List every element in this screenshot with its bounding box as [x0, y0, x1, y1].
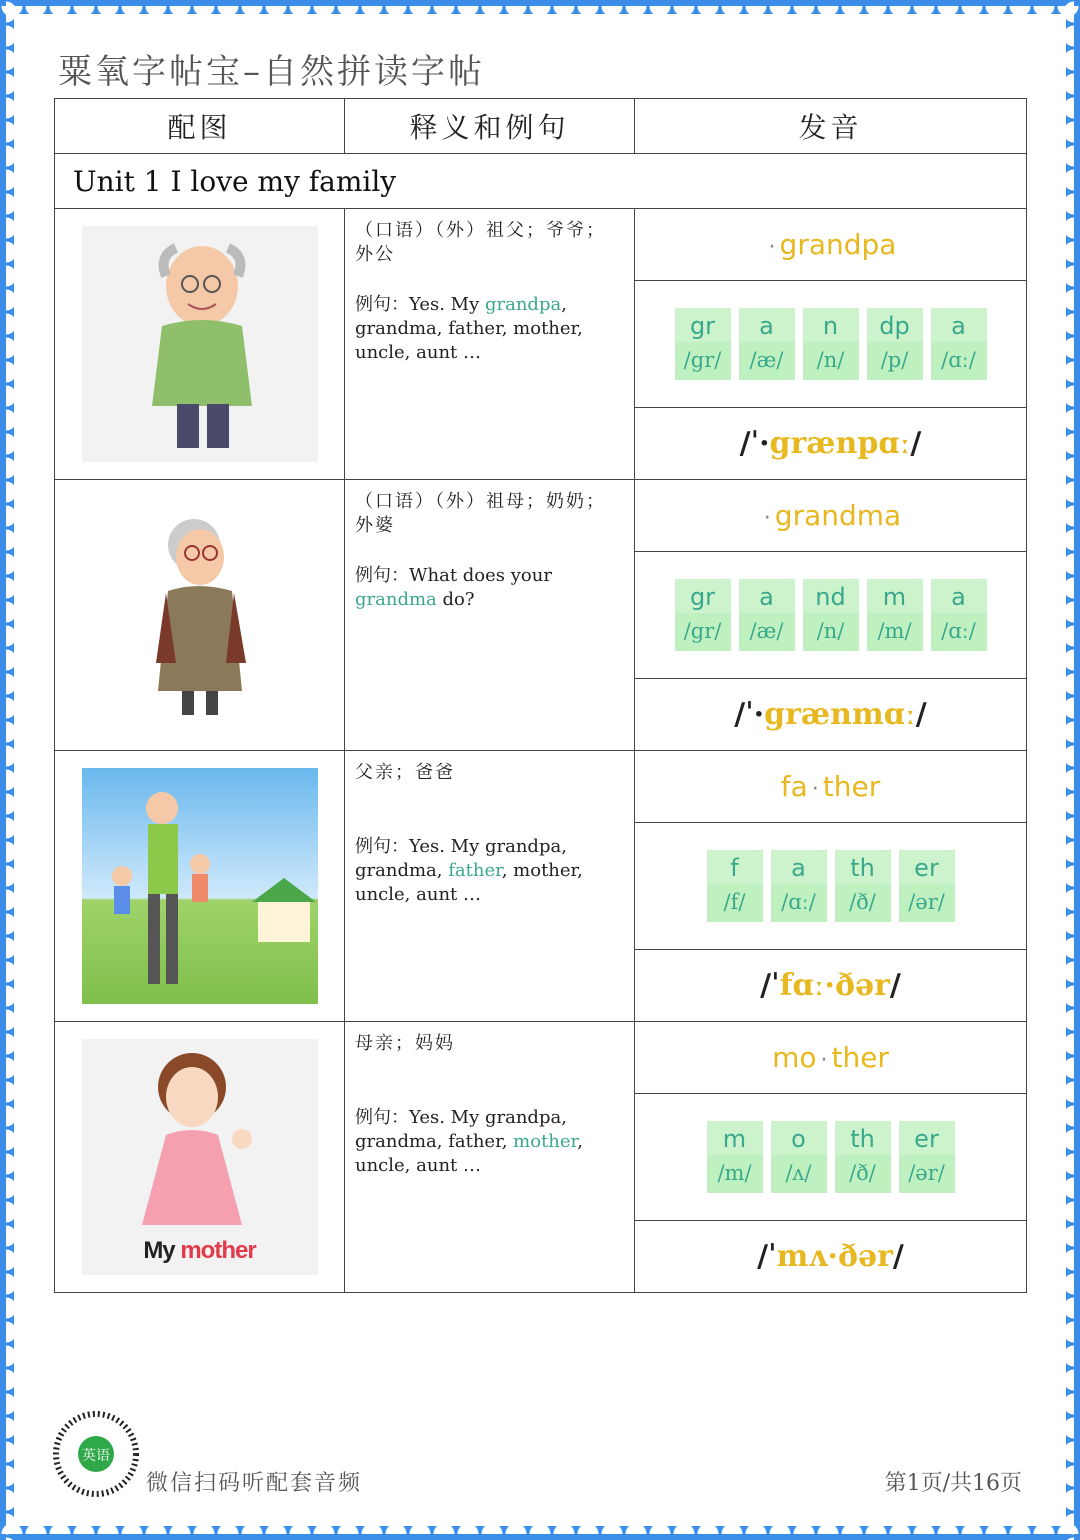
table-row: [55, 480, 1027, 751]
example-sentence: [355, 293, 624, 365]
phonics-tiles: [707, 850, 955, 922]
phonics-tiles-cell: [635, 823, 1026, 950]
phonics-tile[interactable]: nd /n/: [803, 579, 859, 651]
phonics-tile[interactable]: m /m/: [867, 579, 923, 651]
example-before: Yes. My grandpa, grandma,: [355, 836, 567, 881]
qr-code-icon[interactable]: [52, 1410, 140, 1498]
word-part: grandma: [774, 499, 902, 532]
syllable-dot: ·: [763, 506, 771, 531]
word-display: [635, 209, 1026, 281]
page-indicator: 第1页/共16页: [884, 1471, 1022, 1496]
grandpa-illustration: [82, 226, 318, 462]
word-display: [635, 751, 1026, 823]
header-pronunciation: 发音: [635, 99, 1027, 154]
word-part: fa: [780, 770, 808, 803]
example-after: , uncle, aunt …: [355, 1131, 583, 1176]
example-after: do?: [436, 589, 475, 610]
word-display: [635, 480, 1026, 552]
phonics-tiles-cell: [635, 281, 1026, 408]
phonics-tiles-cell: [635, 552, 1026, 679]
example-sentence: [355, 564, 624, 612]
example-before: Yes. My: [409, 294, 485, 315]
picture-cell: [55, 209, 345, 480]
table-row: [55, 1022, 1027, 1293]
meaning-cell: [345, 751, 635, 1022]
example-label: 例句：: [355, 565, 409, 586]
pronunciation-cell: [635, 751, 1027, 1022]
svg-text:英语: 英语: [82, 1448, 110, 1464]
phonics-tile[interactable]: er /ər/: [899, 1121, 955, 1193]
phonics-tile[interactable]: o /ʌ/: [771, 1121, 827, 1193]
example-sentence: [355, 1106, 624, 1178]
phonics-tile[interactable]: th /ð/: [835, 850, 891, 922]
word-part: ther: [831, 1041, 889, 1074]
meaning-cell: [345, 209, 635, 480]
word-display: [635, 1022, 1026, 1094]
meaning-cell: [345, 1022, 635, 1293]
syllable-dot: ·: [820, 1048, 828, 1073]
phonics-tile[interactable]: f /f/: [707, 850, 763, 922]
header-meaning: 释义和例句: [345, 99, 635, 154]
table-row: [55, 751, 1027, 1022]
pronunciation-cell: [635, 480, 1027, 751]
phonics-tile[interactable]: a /æ/: [739, 579, 795, 651]
unit-title: Unit 1 I love my family: [55, 154, 1027, 209]
image-caption: My mother: [143, 1237, 256, 1264]
header-row: [55, 99, 1027, 154]
word-part: mo: [772, 1041, 817, 1074]
example-after: , grandma, father, mother, uncle, aunt …: [355, 294, 583, 363]
example-before: What does your: [409, 565, 552, 586]
phonics-table: [54, 98, 1027, 1293]
header-picture: 配图: [55, 99, 345, 154]
pronunciation-cell: [635, 1022, 1027, 1293]
father-illustration: [82, 768, 318, 1004]
phonics-tile[interactable]: a /ɑː/: [771, 850, 827, 922]
example-label: 例句：: [355, 836, 409, 857]
example-after: , mother, uncle, aunt …: [355, 860, 583, 905]
example-highlight: grandma: [355, 589, 437, 610]
ipa-transcription: /ˈ·grænmɑː/: [734, 697, 927, 732]
example-highlight: mother: [513, 1131, 578, 1152]
picture-cell: [55, 480, 345, 751]
ipa-transcription: /ˈfɑː·ðər/: [760, 968, 901, 1003]
meaning-cell: [345, 480, 635, 751]
unit-row: [55, 154, 1027, 209]
phonics-tile[interactable]: a /æ/: [739, 308, 795, 380]
meaning-text: 父亲；爸爸: [355, 762, 455, 783]
picture-cell: [55, 751, 345, 1022]
meaning-text: 母亲；妈妈: [355, 1033, 455, 1054]
phonics-tile[interactable]: gr /gr/: [675, 308, 731, 380]
phonics-tile[interactable]: gr /gr/: [675, 579, 731, 651]
syllable-dot: ·: [768, 235, 776, 260]
example-label: 例句：: [355, 294, 409, 315]
phonics-tiles: [707, 1121, 955, 1193]
meaning-text: （口语）（外）祖母；奶奶；外婆: [355, 491, 606, 536]
example-label: 例句：: [355, 1107, 409, 1128]
meaning-text: （口语）（外）祖父；爷爷；外公: [355, 220, 606, 265]
syllable-dot: ·: [811, 777, 819, 802]
ipa-transcription: /ˈmʌ·ðər/: [757, 1239, 904, 1274]
phonics-tile[interactable]: dp /p/: [867, 308, 923, 380]
word-part: ther: [822, 770, 881, 803]
phonics-tile[interactable]: er /ər/: [899, 850, 955, 922]
table-row: [55, 209, 1027, 480]
example-sentence: [355, 835, 624, 907]
ipa-transcription: /ˈ·grænpɑː/: [739, 426, 922, 461]
pronunciation-cell: [635, 209, 1027, 480]
scan-hint: 微信扫码听配套音频: [146, 1471, 363, 1496]
document-title: 粟氧字帖宝–自然拼读字帖: [58, 52, 485, 92]
mother-illustration: [82, 1039, 318, 1275]
phonics-tiles-cell: [635, 1094, 1026, 1221]
example-highlight: father: [448, 860, 502, 881]
phonics-tiles: [675, 308, 987, 380]
phonics-tile[interactable]: m /m/: [707, 1121, 763, 1193]
phonics-tile[interactable]: n /n/: [803, 308, 859, 380]
grandma-illustration: [82, 497, 318, 733]
example-before: Yes. My grandpa, grandma, father,: [355, 1107, 567, 1152]
word-part: grandpa: [779, 228, 897, 261]
example-highlight: grandpa: [484, 294, 562, 315]
picture-cell: [55, 1022, 345, 1293]
phonics-tile[interactable]: a /ɑː/: [931, 308, 987, 380]
phonics-tile[interactable]: a /ɑː/: [931, 579, 987, 651]
phonics-tiles: [675, 579, 987, 651]
phonics-tile[interactable]: th /ð/: [835, 1121, 891, 1193]
